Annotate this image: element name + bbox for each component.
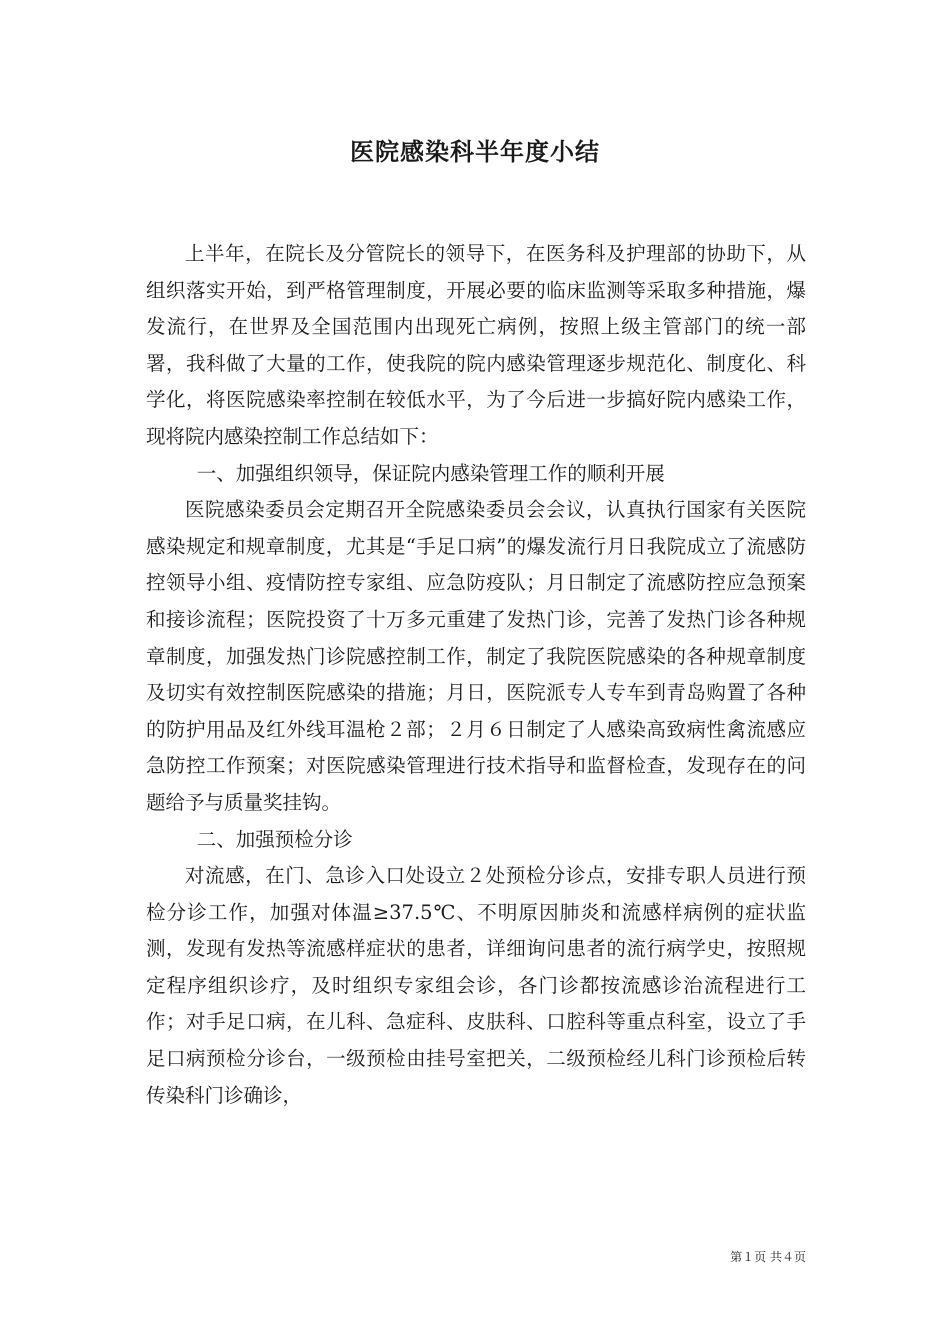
document-body (146, 236, 806, 1114)
section-1-paragraph: 医院感染委员会定期召开全院感染委员会会议，认真执行国家有关医院感染规定和规章制度，尤其是“手足口病”的爆发流行月日我院成立了流感防控领导小组、疫情防控专家组、应急防疫队；月日制定了流感防控应急预案和接诊流程；医院投资了十万多元重建了发热门诊，完善了发热门诊各种规章制度，加强发热门诊院感控制工作，制定了我院医院感染的各种规章制度及切实有效控制医院感染的措施；月日，医院派专人专车到青岛购置了各种的防护用品及红外线耳温枪２部；２月６日制定了人感染高致病性禽流感应急防控工作预案；对医院感染管理进行技术指导和监督检查，发现存在的问题给予与质量奖挂钩。 (146, 498, 806, 814)
intro-paragraph: 上半年，在院长及分管院长的领导下，在医务科及护理部的协助下，从组织落实开始，到严格管理制度，开展必要的临床监测等采取多种措施，爆发流行，在世界及全国范围内出现死亡病例，按照上级主管部门的统一部署，我科做了大量的工作，使我院的院内感染管理逐步规范化、制度化、科学化，将医院感染率控制在较低水平，为了今后进一步搞好院内感染工作，现将院内感染控制工作总结如下： (146, 242, 806, 448)
section-2-paragraph: 对流感，在门、急诊入口处设立２处预检分诊点，安排专职人员进行预检分诊工作，加强对体温≥37.5℃、不明原因肺炎和流感样病例的症状监测，发现有发热等流感样症状的患者，详细询问患者的流行病学史，按照规定程序组织诊疗，及时组织专家组会诊，各门诊都按流感诊治流程进行工作；对手足口病，在儿科、急症科、皮肤科、口腔科等重点科室，设立了手足口病预检分诊台，一级预检由挂号室把关，二级预检经儿科门诊预检后转传染科门诊确诊， (146, 864, 806, 1107)
document-title: 医院感染科半年度小结 (350, 137, 600, 166)
section-heading-2: 二、加强预检分诊 (196, 827, 353, 851)
page-number: 第１页 共４页 (730, 1250, 806, 1264)
section-heading-1: 一、加强组织领导，保证院内感染管理工作的顺利开展 (196, 461, 665, 485)
